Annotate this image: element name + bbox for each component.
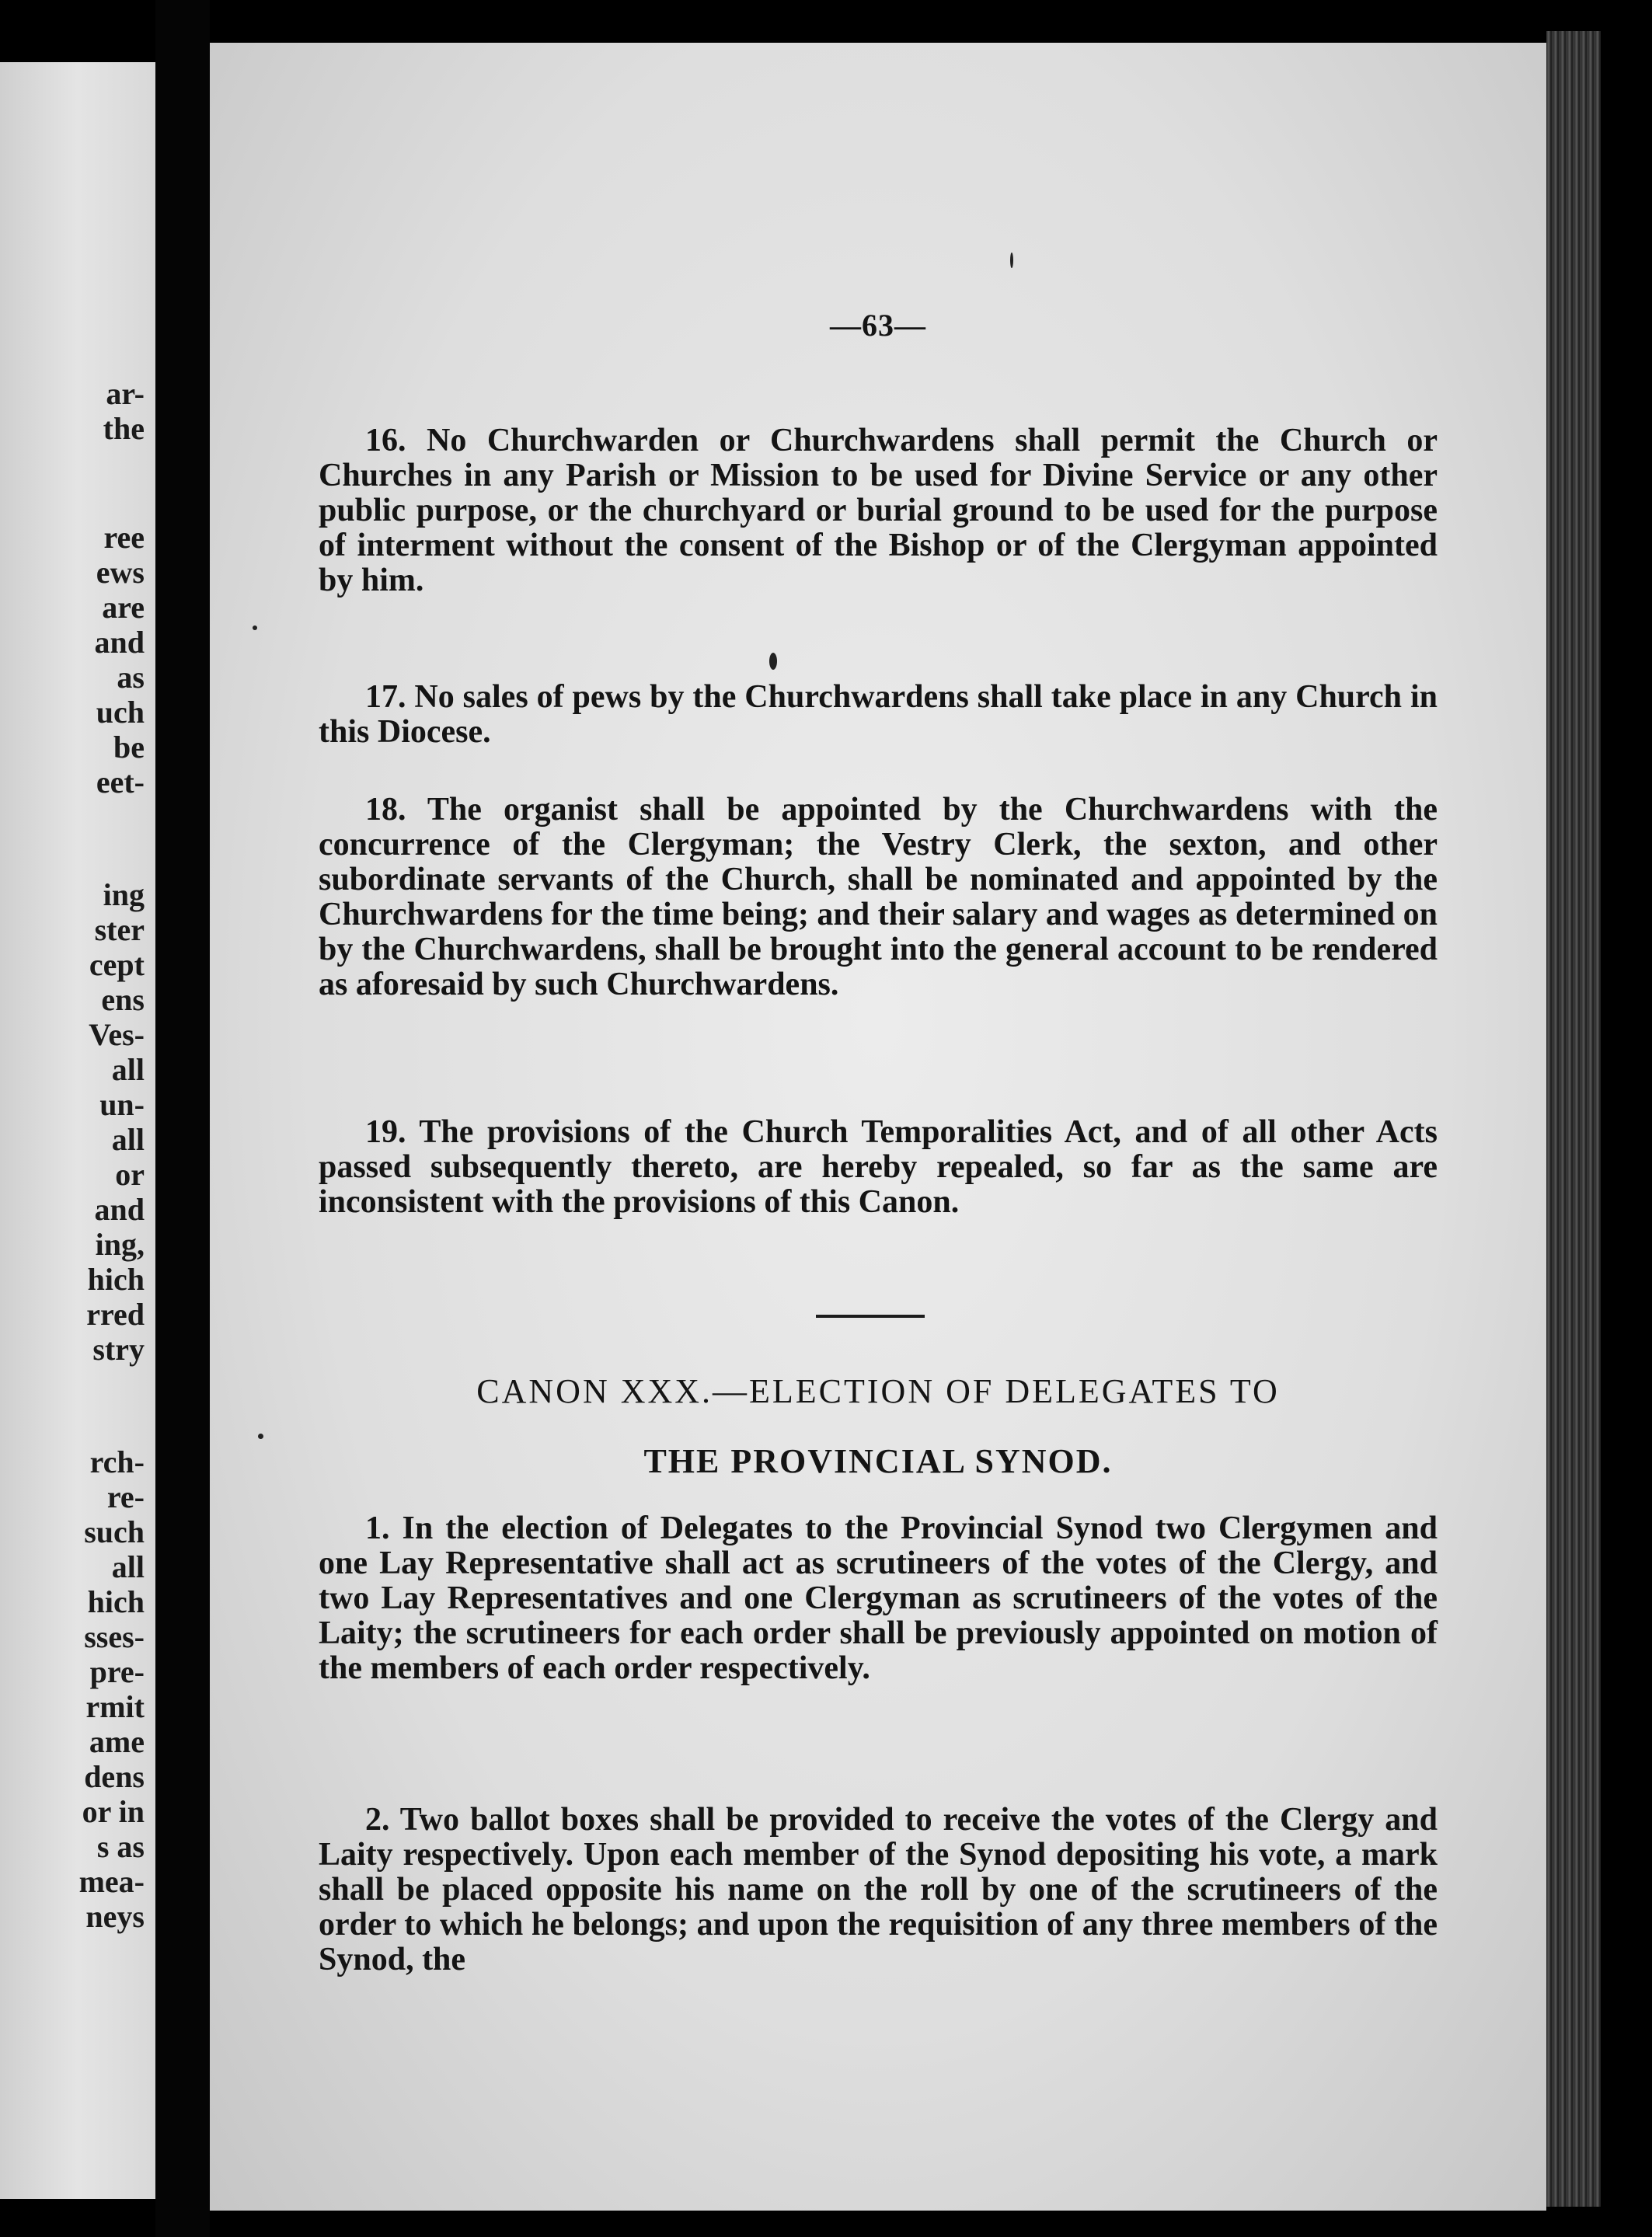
fragment: dens: [84, 1759, 145, 1794]
paragraph-16: 16. No Churchwarden or Churchwardens shall permit the Church or Churches in any Parish or Mission to be used for Divine Service or any other public purpose, or the churchyard or burial ground to be used for the purpose of interment without the consent of the Bishop or of the Clergyman appointed by him.: [319, 423, 1438, 598]
paragraph-19: 19. The provisions of the Church Temporalities Act, and of all other Acts passed subsequently thereto, are hereby repealed, so far as the same are inconsistent with the provisions of this Canon.: [319, 1114, 1438, 1220]
print-speck: [1010, 253, 1013, 268]
fragment: ar-: [106, 376, 145, 411]
fragment: uch: [96, 695, 145, 730]
fragment: ing,: [95, 1227, 145, 1262]
fragment: rmit: [85, 1689, 145, 1724]
fragment: all: [111, 1052, 145, 1087]
section-divider: [816, 1315, 925, 1318]
fragment: as: [117, 660, 145, 695]
fragment: or in: [82, 1794, 145, 1829]
fragment: stry: [92, 1332, 145, 1367]
page-stack-edge: [1546, 31, 1601, 2207]
fragment: neys: [85, 1899, 145, 1934]
fragment: ame: [89, 1724, 145, 1759]
print-speck: [769, 653, 777, 670]
fragment: be: [113, 730, 145, 765]
fragment: rred: [86, 1297, 145, 1332]
fragment: and: [94, 625, 145, 660]
fragment: ews: [96, 555, 145, 590]
fragment: eet-: [96, 765, 145, 800]
fragment: ing: [103, 877, 145, 912]
fragment: pre-: [89, 1654, 145, 1689]
fragment: s as: [96, 1829, 145, 1864]
fragment: rch-: [89, 1444, 145, 1479]
fragment: all: [111, 1122, 145, 1157]
fragment: sses-: [84, 1619, 145, 1654]
paragraph-17: 17. No sales of pews by the Churchwardens shall take place in any Church in this Diocese.: [319, 679, 1438, 750]
fragment: re-: [106, 1479, 145, 1514]
fragment: the: [103, 411, 145, 446]
previous-page-fragments: [0, 62, 155, 2199]
fragment: or: [115, 1157, 145, 1192]
canon-paragraph-1: 1. In the election of Delegates to the Provincial Synod two Clergymen and one Lay Representative shall act as scrutineers of the votes of the Clergy, and two Lay Representatives and one Clergyman as scrutineers of the votes of the Laity; the scrutineers for each order shall be previously appointed on motion of the members of each order respectively.: [319, 1510, 1438, 1686]
canon-paragraph-2: 2. Two ballot boxes shall be provided to receive the votes of the Clergy and Laity respectively. Upon each member of the Synod depositing his vote, a mark shall be placed opposite his name on the roll by one of the scrutineers of the order to which he belongs; and upon the requisition of any three members of the Synod, the: [319, 1802, 1438, 1977]
fragment: ree: [103, 520, 145, 555]
page-number: —63—: [830, 308, 926, 343]
fragment: Ves-: [89, 1017, 145, 1052]
fragment: and: [94, 1192, 145, 1227]
fragment: hich: [87, 1262, 145, 1297]
previous-page-strip: [0, 62, 155, 2199]
fragment: such: [84, 1514, 145, 1549]
fragment: ster: [94, 912, 145, 947]
fragment: all: [111, 1549, 145, 1584]
book-page: [210, 43, 1546, 2211]
fragment: mea-: [78, 1864, 145, 1899]
fragment: un-: [99, 1087, 145, 1122]
fragment: hich: [87, 1584, 145, 1619]
paragraph-18: 18. The organist shall be appointed by the Churchwardens with the concurrence of the Clergyman; the Vestry Clerk, the sexton, and other subordinate servants of the Church, shall be nominated and appointed by the Churchwardens for the time being; and their salary and wages as determined on by the Churchwardens, shall be brought into the general account to be rendered as aforesaid by such Churchwardens.: [319, 792, 1438, 1002]
fragment: ens: [101, 982, 145, 1017]
fragment: cept: [89, 947, 145, 982]
canon-heading: CANON XXX.—ELECTION OF DELEGATES TO: [476, 1372, 1280, 1410]
print-speck: [258, 1434, 263, 1439]
fragment: are: [102, 590, 145, 625]
book-gutter: [155, 0, 210, 2237]
canon-subheading: THE PROVINCIAL SYNOD.: [643, 1442, 1113, 1480]
print-speck: [253, 625, 257, 630]
